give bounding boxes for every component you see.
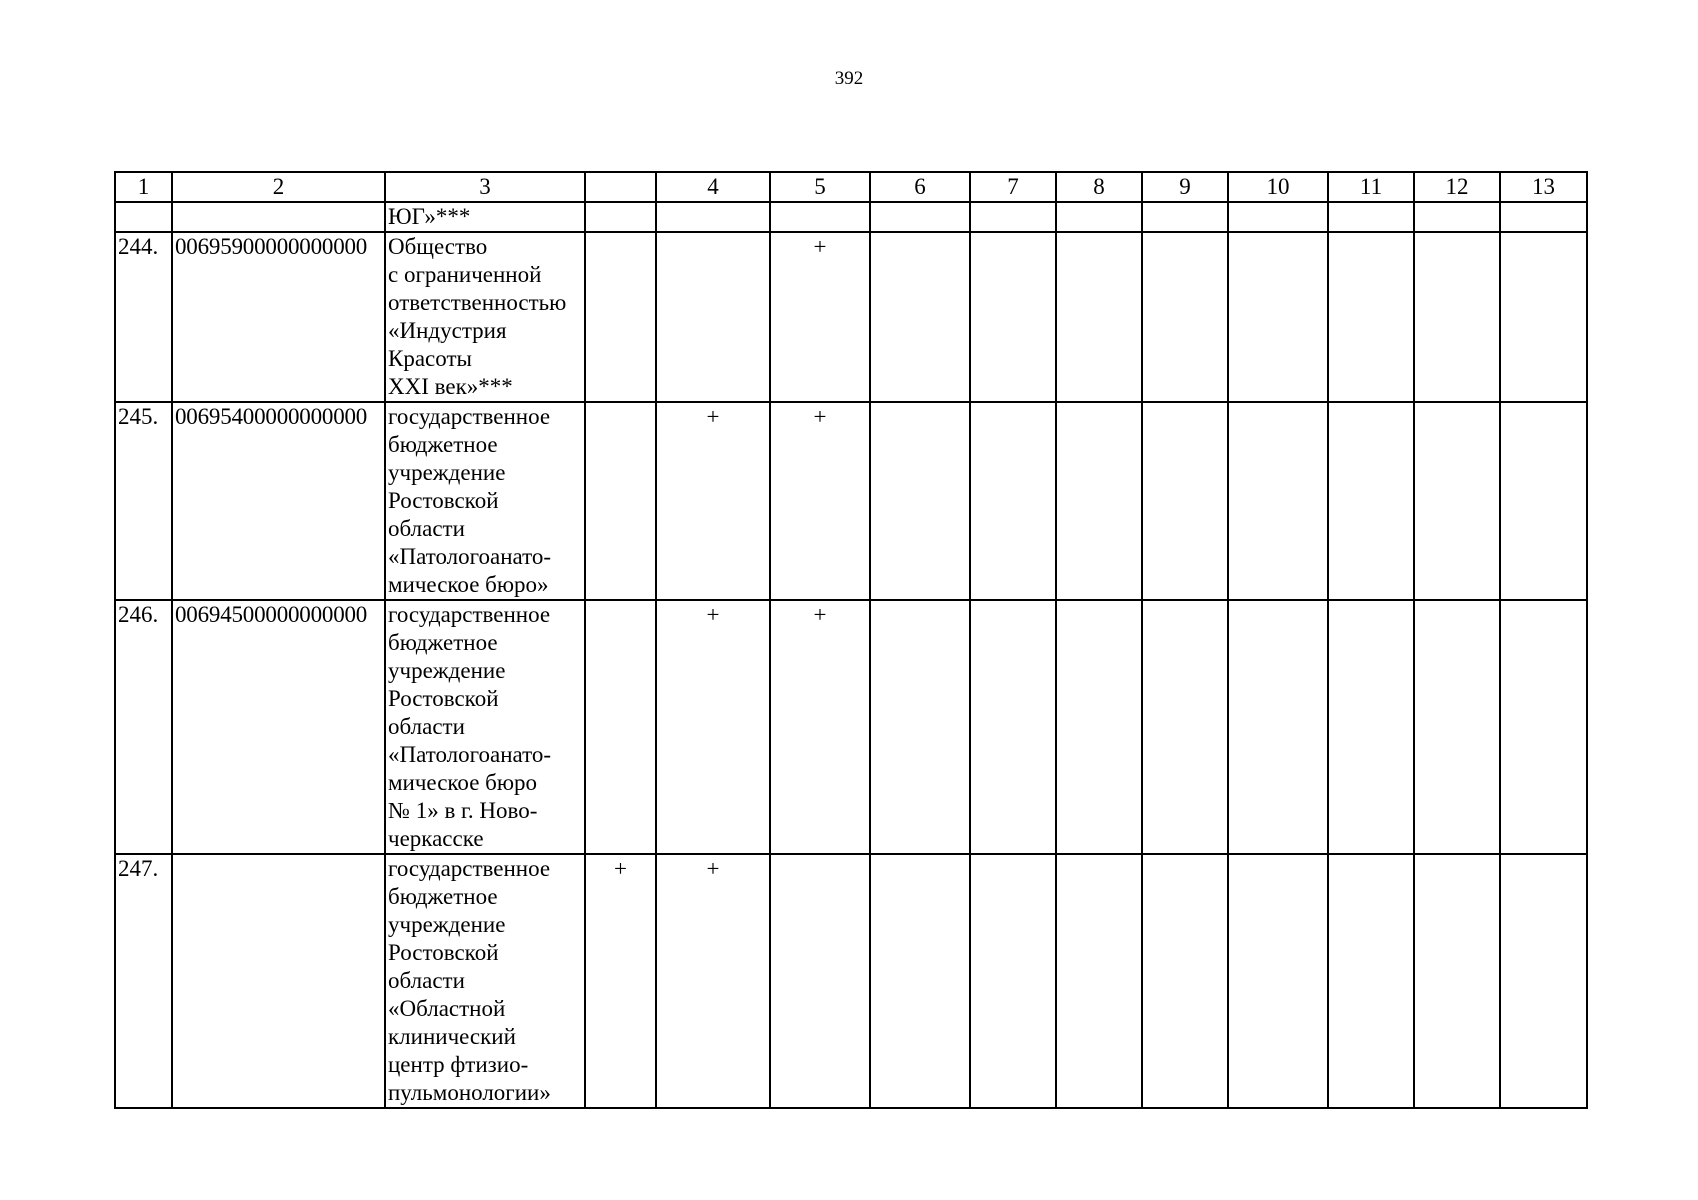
cell-name (385, 600, 585, 854)
name-line: № 1» в г. Ново- (388, 798, 538, 823)
column-header: 8 (1056, 172, 1142, 202)
column-header: 10 (1228, 172, 1328, 202)
table-row (115, 600, 1587, 854)
name-line: Общество (388, 234, 488, 259)
cell-mark (585, 232, 656, 402)
column-header: 12 (1414, 172, 1500, 202)
cell-mark (1328, 854, 1414, 1108)
column-header: 3 (385, 172, 585, 202)
column-header: 5 (770, 172, 870, 202)
cell-mark (1228, 232, 1328, 402)
cell-empty (1414, 202, 1500, 232)
cell-empty (1142, 202, 1228, 232)
cell-mark (1328, 600, 1414, 854)
cell-mark (1500, 600, 1587, 854)
name-line: государственное (388, 404, 551, 429)
cell-mark (1500, 232, 1587, 402)
name-line: учреждение (388, 912, 506, 937)
cell-mark (970, 402, 1056, 600)
name-line: государственное (388, 602, 551, 627)
cell-mark (1500, 402, 1587, 600)
name-line: черкасске (388, 826, 484, 851)
cell-empty (1056, 202, 1142, 232)
name-line: области (388, 516, 465, 541)
cell-code: 00695400000000000 (172, 402, 385, 600)
table-row (115, 232, 1587, 402)
cell-empty (656, 202, 770, 232)
cell-empty (970, 202, 1056, 232)
cell-mark (1228, 402, 1328, 600)
name-line: «Патологоанато- (388, 544, 552, 569)
cell-mark (1414, 600, 1500, 854)
continuation-row (115, 202, 1587, 232)
name-line: с ограниченной (388, 262, 542, 287)
registry-table (114, 171, 1588, 1109)
cell-mark (770, 854, 870, 1108)
name-line: Красоты (388, 346, 472, 371)
name-line: Ростовской (388, 686, 499, 711)
name-line: учреждение (388, 658, 506, 683)
cell-mark: + (770, 402, 870, 600)
name-line: бюджетное (388, 432, 498, 457)
cell-mark (1414, 854, 1500, 1108)
cell-mark (1328, 232, 1414, 402)
name-line: бюджетное (388, 630, 498, 655)
cell-mark: + (656, 600, 770, 854)
cell-empty (172, 202, 385, 232)
cell-mark: + (585, 854, 656, 1108)
cell-empty (870, 202, 970, 232)
name-line: «Индустрия (388, 318, 507, 343)
column-header: 7 (970, 172, 1056, 202)
cell-row-number: 247. (115, 854, 172, 1108)
cell-empty (1500, 202, 1587, 232)
cell-mark (656, 232, 770, 402)
cell-mark (870, 854, 970, 1108)
name-line: государственное (388, 856, 551, 881)
name-line: XXI век»*** (388, 374, 513, 399)
cell-mark (1056, 232, 1142, 402)
cell-mark (1142, 232, 1228, 402)
cell-mark (1056, 600, 1142, 854)
cell-empty (115, 202, 172, 232)
column-header: 11 (1328, 172, 1414, 202)
cell-mark (970, 232, 1056, 402)
header-row (115, 172, 1587, 202)
cell-mark (1142, 854, 1228, 1108)
name-line: центр фтизио- (388, 1052, 529, 1077)
name-line: области (388, 714, 465, 739)
name-line: «Патологоанато- (388, 742, 552, 767)
name-line: ответственностью (388, 290, 567, 315)
column-header: 4 (656, 172, 770, 202)
cell-mark (1328, 402, 1414, 600)
cell-name (385, 232, 585, 402)
name-line: бюджетное (388, 884, 498, 909)
name-line: Ростовской (388, 488, 499, 513)
name-line: Ростовской (388, 940, 499, 965)
cell-name (385, 202, 585, 232)
column-header (585, 172, 656, 202)
cell-mark (870, 402, 970, 600)
cell-mark (1228, 600, 1328, 854)
cell-mark (970, 854, 1056, 1108)
name-line: мическое бюро (388, 770, 538, 795)
cell-mark (1228, 854, 1328, 1108)
cell-mark: + (656, 402, 770, 600)
name-line: области (388, 968, 465, 993)
cell-code (172, 854, 385, 1108)
cell-mark (870, 232, 970, 402)
name-line: клинический (388, 1024, 516, 1049)
cell-mark (1142, 402, 1228, 600)
cell-mark (1056, 854, 1142, 1108)
cell-empty (1228, 202, 1328, 232)
cell-mark (1500, 854, 1587, 1108)
cell-empty (585, 202, 656, 232)
cell-mark (970, 600, 1056, 854)
page-number: 392 (834, 68, 864, 89)
cell-row-number: 245. (115, 402, 172, 600)
cell-empty (1328, 202, 1414, 232)
cell-mark (870, 600, 970, 854)
name-line: ЮГ»*** (388, 204, 471, 229)
cell-mark: + (770, 600, 870, 854)
column-header: 13 (1500, 172, 1587, 202)
cell-mark (1414, 402, 1500, 600)
column-header: 2 (172, 172, 385, 202)
cell-mark (585, 600, 656, 854)
column-header: 9 (1142, 172, 1228, 202)
cell-name (385, 402, 585, 600)
cell-empty (770, 202, 870, 232)
cell-mark (1142, 600, 1228, 854)
cell-mark (1056, 402, 1142, 600)
name-line: пульмонологии» (388, 1080, 551, 1105)
cell-mark: + (656, 854, 770, 1108)
cell-mark (1414, 232, 1500, 402)
column-header: 6 (870, 172, 970, 202)
cell-mark (585, 402, 656, 600)
cell-row-number: 244. (115, 232, 172, 402)
column-header: 1 (115, 172, 172, 202)
cell-code: 00695900000000000 (172, 232, 385, 402)
name-line: «Областной (388, 996, 506, 1021)
name-line: учреждение (388, 460, 506, 485)
cell-mark: + (770, 232, 870, 402)
cell-name (385, 854, 585, 1108)
table-row (115, 402, 1587, 600)
table-row (115, 854, 1587, 1108)
name-line: мическое бюро» (388, 572, 549, 597)
cell-row-number: 246. (115, 600, 172, 854)
cell-code: 00694500000000000 (172, 600, 385, 854)
